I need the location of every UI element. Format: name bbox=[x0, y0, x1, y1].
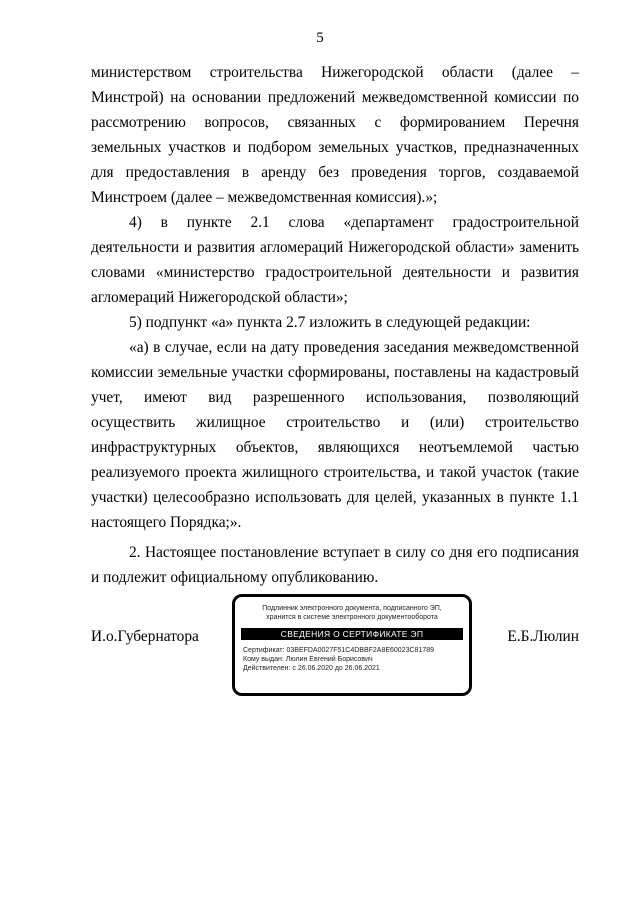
certificate-serial: Сертификат: 03BEFDA0027F51C4DBBF2A8E60023C81789 bbox=[243, 647, 435, 654]
certificate-owner: Кому выдан: Люлин Евгений Борисович bbox=[243, 656, 373, 663]
stamp-notice-line: Подлинник электронного документа, подписанного ЭП, bbox=[262, 605, 442, 612]
paragraph-continuation: министерством строительства Нижегородской области (далее – Минстрой) на основании предложений межведомственной комиссии по рассмотрению вопросов, связанных с формированием Перечня земельных участков и подбором земельных участков, предназначенных для предоставления в аренду без проведения торгов, создаваемой Минстроем (далее – межведомственная комиссия).»; bbox=[91, 64, 579, 206]
stamp-details bbox=[243, 646, 469, 673]
certificate-validity: Действителен: с 26.06.2020 до 26.06.2021 bbox=[243, 665, 380, 672]
stamp-banner: СВЕДЕНИЯ О СЕРТИФИКАТЕ ЭП bbox=[241, 628, 463, 640]
signatory-position: И.о.Губернатора bbox=[91, 628, 199, 645]
paragraph-effective-date: 2. Настоящее постановление вступает в силу со дня его подписания и подлежит официальному опубликованию. bbox=[91, 544, 579, 586]
paragraph-item-4: 4) в пункте 2.1 слова «департамент градостроительной деятельности и развития агломераций Нижегородской области» заменить словами «министерство градостроительной деятельности и развития агломераций Нижегородской области»; bbox=[91, 214, 579, 306]
paragraph-subitem-a: «а) в случае, если на дату проведения заседания межведомственной комиссии земельные участки сформированы, поставлены на кадастровый учет, имеют вид разрешенного использования, позволяющий осуществить жилищное строительство и (или) строительство инфраструктурных объектов, являющихся неотъемлемой частью реализуемого проекта жилищного строительства, и такой участок (такие участки) целесообразно использовать для целей, указанных в пункте 1.1 настоящего Порядка;». bbox=[91, 339, 579, 531]
stamp-notice-line: хранится в системе электронного документооборота bbox=[266, 614, 438, 621]
signatory-name: Е.Б.Люлин bbox=[507, 628, 579, 645]
electronic-signature-stamp bbox=[232, 594, 472, 696]
document-body bbox=[91, 60, 579, 590]
paragraph-item-5: 5) подпункт «а» пункта 2.7 изложить в следующей редакции: bbox=[129, 314, 531, 331]
page-number: 5 bbox=[316, 30, 324, 46]
stamp-notice bbox=[235, 604, 469, 622]
